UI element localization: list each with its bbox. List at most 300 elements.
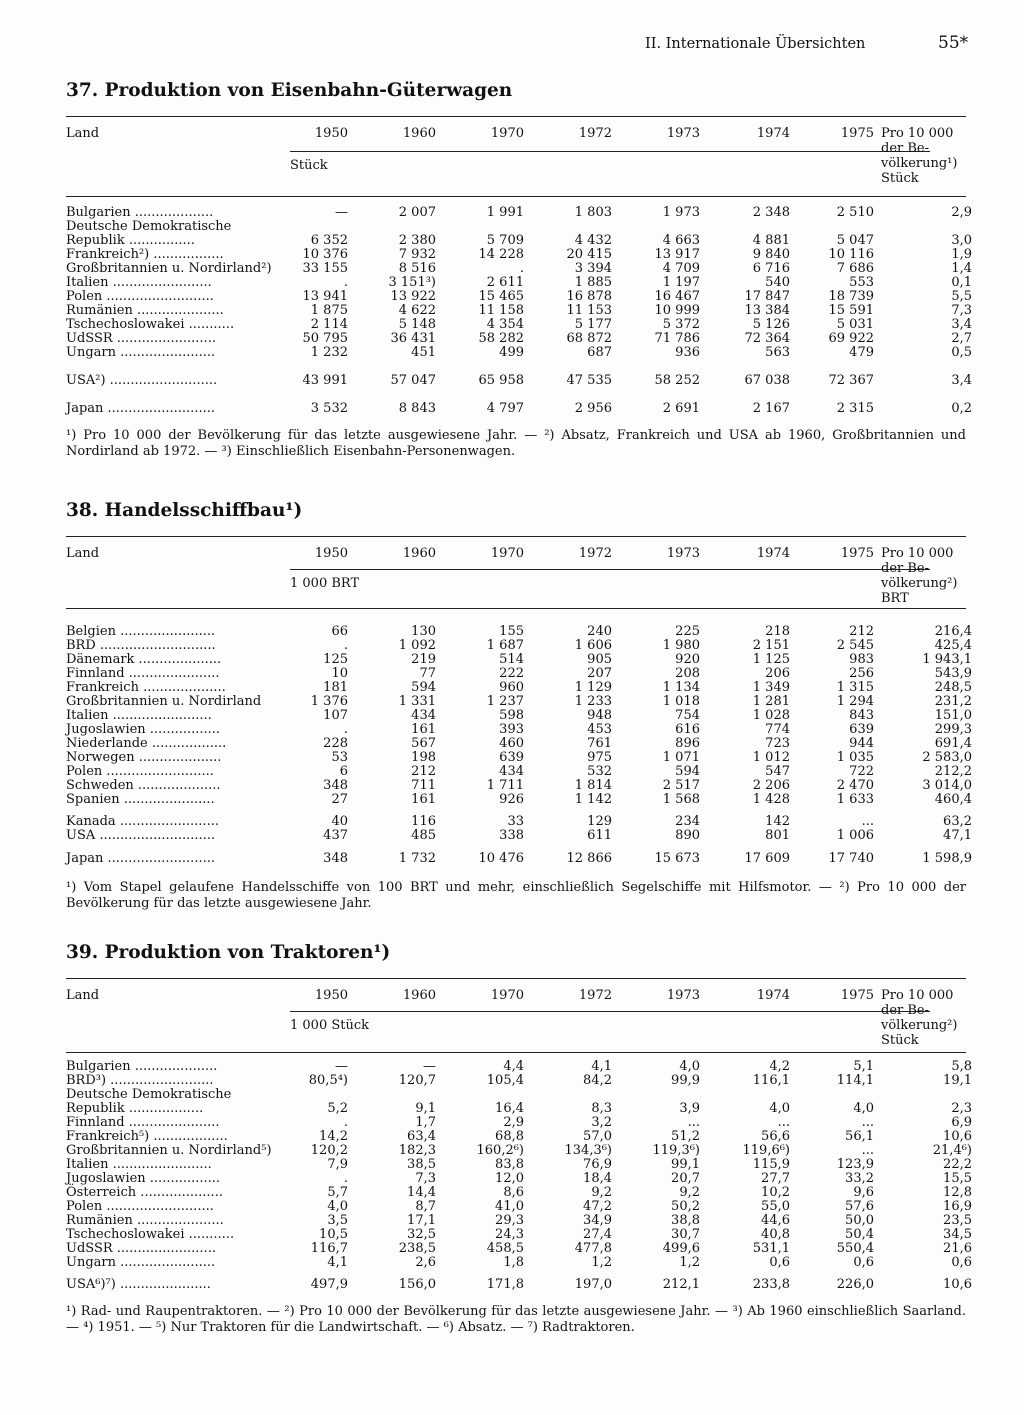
table-cell: 57,0 bbox=[583, 1129, 612, 1144]
table-cell: 181 bbox=[323, 680, 348, 695]
table-cell: 71 786 bbox=[654, 331, 700, 346]
country-name: Italien ........................ bbox=[66, 708, 212, 723]
table-cell: 119,3⁶) bbox=[652, 1143, 700, 1158]
per-capita-header-line: Pro 10 000 bbox=[881, 126, 954, 141]
table-cell: 40,8 bbox=[761, 1227, 790, 1242]
table-cell: 9,2 bbox=[591, 1185, 612, 1200]
table-cell: 393 bbox=[499, 722, 524, 737]
table-cell: 56,6 bbox=[761, 1129, 790, 1144]
country-name: Bulgarien .................... bbox=[66, 1059, 218, 1074]
table-cell: 1 281 bbox=[752, 694, 790, 709]
table-cell: 57,6 bbox=[845, 1199, 874, 1214]
table-row bbox=[66, 624, 972, 639]
table-cell: 723 bbox=[765, 736, 790, 751]
table-cell: 550,4 bbox=[836, 1241, 874, 1256]
table-footnote: ¹) Vom Stapel gelaufene Handelsschiffe von 100 BRT und mehr, einschließlich Segelschiffe mit Hilfsmotor. — ²) Pro 10 000 der Bevölkerung für das letzte ausgewiesene Jahr. bbox=[66, 880, 966, 911]
table-cell: 1 232 bbox=[310, 345, 348, 360]
table-cell: . bbox=[343, 1115, 348, 1130]
table-cell: 1 687 bbox=[486, 638, 524, 653]
table-cell: 119,6⁶) bbox=[742, 1143, 790, 1158]
table-cell: 20 415 bbox=[566, 247, 612, 262]
table-cell: 2,9 bbox=[503, 1115, 524, 1130]
column-header-year: 1970 bbox=[490, 546, 524, 561]
data-table bbox=[66, 978, 972, 1298]
table-cell: 123,9 bbox=[836, 1157, 874, 1172]
per-capita-cell: 0,1 bbox=[951, 275, 972, 290]
table-cell: 4,0 bbox=[679, 1059, 700, 1074]
table-row bbox=[66, 638, 972, 653]
per-capita-cell: 2,3 bbox=[951, 1101, 972, 1116]
table-cell: 553 bbox=[849, 275, 874, 290]
table-cell: 8 516 bbox=[398, 261, 436, 276]
table-cell: . bbox=[343, 275, 348, 290]
table-cell: 3,9 bbox=[679, 1101, 700, 1116]
table-cell: 4 881 bbox=[752, 233, 790, 248]
table-cell: 10,2 bbox=[761, 1185, 790, 1200]
table-cell: 983 bbox=[849, 652, 874, 667]
table-cell: 754 bbox=[675, 708, 700, 723]
table-cell: 4 663 bbox=[662, 233, 700, 248]
table-row bbox=[66, 401, 972, 416]
per-capita-cell: 21,4⁶) bbox=[932, 1143, 972, 1158]
table-cell: 1 012 bbox=[752, 750, 790, 765]
table-cell: 142 bbox=[765, 814, 790, 829]
table-cell: 2 510 bbox=[836, 205, 874, 220]
table-cell: 72 367 bbox=[828, 373, 874, 388]
table-cell: 598 bbox=[499, 708, 524, 723]
per-capita-header-line: Stück bbox=[881, 1033, 919, 1048]
table-cell: 1 428 bbox=[752, 792, 790, 807]
per-capita-cell: 3,4 bbox=[951, 373, 972, 388]
table-row bbox=[66, 317, 972, 332]
table-cell: 68 872 bbox=[566, 331, 612, 346]
table-cell: 16 467 bbox=[654, 289, 700, 304]
table-cell: 105,4 bbox=[486, 1073, 524, 1088]
table-row bbox=[66, 1115, 972, 1130]
table-cell: 499 bbox=[499, 345, 524, 360]
table-cell: 1 633 bbox=[836, 792, 874, 807]
table-cell: 2 691 bbox=[662, 401, 700, 416]
table-cell: 6 352 bbox=[310, 233, 348, 248]
table-row bbox=[66, 303, 972, 318]
table-cell: 7 686 bbox=[836, 261, 874, 276]
table-cell: 38,5 bbox=[407, 1157, 436, 1172]
table-row bbox=[66, 1185, 972, 1200]
table-cell: 10 999 bbox=[654, 303, 700, 318]
per-capita-cell: 22,2 bbox=[943, 1157, 972, 1172]
table-cell: — bbox=[335, 1059, 348, 1074]
table-cell: 83,8 bbox=[495, 1157, 524, 1172]
table-row bbox=[66, 1073, 972, 1088]
table-cell: 58 282 bbox=[478, 331, 524, 346]
table-row bbox=[66, 1277, 972, 1292]
table-cell: 594 bbox=[675, 764, 700, 779]
table-cell: 485 bbox=[411, 828, 436, 843]
table-cell: 2 380 bbox=[398, 233, 436, 248]
table-cell: 120,7 bbox=[398, 1073, 436, 1088]
table-cell: 1,2 bbox=[591, 1255, 612, 1270]
column-header-year: 1972 bbox=[578, 988, 612, 1003]
country-name: Italien ........................ bbox=[66, 275, 212, 290]
table-cell: 499,6 bbox=[662, 1241, 700, 1256]
table-row bbox=[66, 814, 972, 829]
table-cell: 15 465 bbox=[478, 289, 524, 304]
table-cell: 57 047 bbox=[390, 373, 436, 388]
column-header-year: 1960 bbox=[402, 988, 436, 1003]
per-capita-cell: 299,3 bbox=[934, 722, 972, 737]
table-cell: 156,0 bbox=[398, 1277, 436, 1292]
table-row bbox=[66, 1241, 972, 1256]
table-row bbox=[66, 1171, 972, 1186]
per-capita-cell: 34,5 bbox=[943, 1227, 972, 1242]
table-cell: 218 bbox=[765, 624, 790, 639]
table-cell: ... bbox=[777, 1115, 790, 1130]
table-cell: 30,7 bbox=[671, 1227, 700, 1242]
table-cell: 116 bbox=[411, 814, 436, 829]
table-cell: 2 470 bbox=[836, 778, 874, 793]
table-cell: 437 bbox=[323, 828, 348, 843]
table-cell: 843 bbox=[849, 708, 874, 723]
table-row bbox=[66, 694, 972, 709]
table-cell: 926 bbox=[499, 792, 524, 807]
table-cell: 1 606 bbox=[574, 638, 612, 653]
table-cell: 233,8 bbox=[752, 1277, 790, 1292]
table-cell: 1,8 bbox=[503, 1255, 524, 1270]
table-cell: 4 622 bbox=[398, 303, 436, 318]
table-cell: 563 bbox=[765, 345, 790, 360]
table-cell: 134,3⁶) bbox=[564, 1143, 612, 1158]
table-cell: 1 028 bbox=[752, 708, 790, 723]
table-cell: 547 bbox=[765, 764, 790, 779]
table-cell: 1 237 bbox=[486, 694, 524, 709]
table-cell: 479 bbox=[849, 345, 874, 360]
table-cell: 639 bbox=[499, 750, 524, 765]
country-name: USA⁶)⁷) ...................... bbox=[66, 1277, 211, 1292]
table-cell: 5,7 bbox=[327, 1185, 348, 1200]
table-cell: 1 376 bbox=[310, 694, 348, 709]
country-name: Schweden .................... bbox=[66, 778, 221, 793]
table-cell: 1 331 bbox=[398, 694, 436, 709]
table-cell: 4,4 bbox=[503, 1059, 524, 1074]
per-capita-cell: 16,9 bbox=[943, 1199, 972, 1214]
table-cell: 17 847 bbox=[744, 289, 790, 304]
country-name: Frankreich .................... bbox=[66, 680, 226, 695]
table-cell: 801 bbox=[765, 828, 790, 843]
table-cell: 6 bbox=[339, 764, 348, 779]
table-cell: 761 bbox=[587, 736, 612, 751]
table-cell: ... bbox=[861, 1143, 874, 1158]
per-capita-cell: 10,6 bbox=[943, 1277, 972, 1292]
country-name: Japan .......................... bbox=[66, 401, 215, 416]
table-cell: 458,5 bbox=[486, 1241, 524, 1256]
country-name: Finnland ...................... bbox=[66, 666, 220, 681]
header-divider-rule bbox=[290, 1011, 930, 1012]
table-cell: 225 bbox=[675, 624, 700, 639]
table-cell: 41,0 bbox=[495, 1199, 524, 1214]
table-cell: 8,3 bbox=[591, 1101, 612, 1116]
table-cell: 32,5 bbox=[407, 1227, 436, 1242]
unit-label: Stück bbox=[290, 158, 328, 173]
country-name: Japan .......................... bbox=[66, 851, 215, 866]
country-name: Deutsche Demokratische bbox=[66, 1087, 232, 1102]
table-cell: 67 038 bbox=[744, 373, 790, 388]
table-cell: 3 151³) bbox=[388, 275, 436, 290]
table-cell: 27,7 bbox=[761, 1171, 790, 1186]
table-cell: 532 bbox=[587, 764, 612, 779]
table-cell: 1 973 bbox=[662, 205, 700, 220]
table-cell: 3 532 bbox=[310, 401, 348, 416]
column-header-year: 1973 bbox=[666, 126, 700, 141]
table-cell: 2,6 bbox=[415, 1255, 436, 1270]
table-row bbox=[66, 1227, 972, 1242]
column-header-year: 1975 bbox=[840, 988, 874, 1003]
table-cell: 63,4 bbox=[407, 1129, 436, 1144]
table-cell: 47 535 bbox=[566, 373, 612, 388]
table-cell: 453 bbox=[587, 722, 612, 737]
table-cell: 975 bbox=[587, 750, 612, 765]
table-cell: 1 092 bbox=[398, 638, 436, 653]
table-top-rule bbox=[66, 536, 966, 537]
table-cell: 182,3 bbox=[398, 1143, 436, 1158]
table-cell: 540 bbox=[765, 275, 790, 290]
country-name: Polen .......................... bbox=[66, 1199, 214, 1214]
column-header-land: Land bbox=[66, 988, 100, 1003]
column-header-year: 1973 bbox=[666, 988, 700, 1003]
table-cell: 7 932 bbox=[398, 247, 436, 262]
table-cell: 161 bbox=[411, 792, 436, 807]
table-cell: 68,8 bbox=[495, 1129, 524, 1144]
table-cell: 17 740 bbox=[828, 851, 874, 866]
table-cell: 12 866 bbox=[566, 851, 612, 866]
column-header-year: 1973 bbox=[666, 546, 700, 561]
table-cell: 171,8 bbox=[486, 1277, 524, 1292]
column-header-year: 1960 bbox=[402, 126, 436, 141]
per-capita-cell: 1,9 bbox=[951, 247, 972, 262]
table-cell: 4,1 bbox=[327, 1255, 348, 1270]
table-cell: 348 bbox=[323, 851, 348, 866]
table-cell: 1 233 bbox=[574, 694, 612, 709]
table-cell: 10 bbox=[331, 666, 348, 681]
table-row bbox=[66, 1059, 972, 1074]
table-footnote: ¹) Rad- und Raupentraktoren. — ²) Pro 10 000 der Bevölkerung für das letzte ausgewiesene Jahr. — ³) Ab 1960 einschließlich Saarland. — ⁴) 1951. — ⁵) Nur Traktoren für die Landwirtschaft. — ⁶) Absatz. — ⁷) Radtraktoren. bbox=[66, 1304, 966, 1335]
table-footnote: ¹) Pro 10 000 der Bevölkerung für das letzte ausgewiesene Jahr. — ²) Absatz, Frankreich und USA ab 1960, Großbritannien und Nordirland ab 1972. — ³) Einschließlich Eisenbahn-Personenwagen. bbox=[66, 428, 966, 459]
country-name: Deutsche Demokratische bbox=[66, 219, 232, 234]
per-capita-cell: 6,9 bbox=[951, 1115, 972, 1130]
column-header-land: Land bbox=[66, 546, 100, 561]
table-cell: 50,0 bbox=[845, 1213, 874, 1228]
table-cell: 1 006 bbox=[836, 828, 874, 843]
data-table bbox=[66, 116, 972, 422]
table-cell: 27 bbox=[331, 792, 348, 807]
table-cell: 497,9 bbox=[310, 1277, 348, 1292]
column-header-year: 1950 bbox=[314, 988, 348, 1003]
table-cell: 66 bbox=[331, 624, 348, 639]
country-name: Republik .................. bbox=[66, 1101, 204, 1116]
per-capita-cell: 1,4 bbox=[951, 261, 972, 276]
column-header-year: 1974 bbox=[756, 546, 790, 561]
table-cell: 58 252 bbox=[654, 373, 700, 388]
country-name: Tschechoslowakei ........... bbox=[66, 317, 235, 332]
table-cell: 5,2 bbox=[327, 1101, 348, 1116]
table-cell: 207 bbox=[587, 666, 612, 681]
country-name: Finnland ...................... bbox=[66, 1115, 220, 1130]
table-cell: 77 bbox=[419, 666, 436, 681]
country-name: Bulgarien ................... bbox=[66, 205, 214, 220]
table-cell: 5 126 bbox=[752, 317, 790, 332]
section-title: 37. Produktion von Eisenbahn-Güterwagen bbox=[66, 80, 513, 101]
table-cell: 16 878 bbox=[566, 289, 612, 304]
table-row bbox=[66, 828, 972, 843]
country-name: Rumänien ..................... bbox=[66, 303, 224, 318]
table-cell: 434 bbox=[499, 764, 524, 779]
table-cell: 4,0 bbox=[327, 1199, 348, 1214]
table-cell: 65 958 bbox=[478, 373, 524, 388]
country-name: Polen .......................... bbox=[66, 289, 214, 304]
table-cell: 43 991 bbox=[302, 373, 348, 388]
table-cell: 2 517 bbox=[662, 778, 700, 793]
table-cell: 36 431 bbox=[390, 331, 436, 346]
table-row bbox=[66, 289, 972, 304]
country-name: Niederlande .................. bbox=[66, 736, 227, 751]
column-header-per-capita bbox=[881, 988, 957, 1048]
table-cell: 84,2 bbox=[583, 1073, 612, 1088]
per-capita-cell: 3 014,0 bbox=[922, 778, 972, 793]
table-cell: 234 bbox=[675, 814, 700, 829]
table-cell: 1 142 bbox=[574, 792, 612, 807]
table-cell: 1 885 bbox=[574, 275, 612, 290]
table-row bbox=[66, 1255, 972, 1270]
per-capita-cell: 0,6 bbox=[951, 1255, 972, 1270]
table-cell: 18,4 bbox=[583, 1171, 612, 1186]
per-capita-cell: 23,5 bbox=[943, 1213, 972, 1228]
table-cell: 774 bbox=[765, 722, 790, 737]
table-cell: 256 bbox=[849, 666, 874, 681]
table-cell: ... bbox=[861, 814, 874, 829]
table-cell: 5 372 bbox=[662, 317, 700, 332]
country-name: Ungarn ....................... bbox=[66, 345, 216, 360]
table-row bbox=[66, 722, 972, 737]
table-cell: 16,4 bbox=[495, 1101, 524, 1116]
country-name: Jugoslawien ................. bbox=[66, 722, 221, 737]
table-row bbox=[66, 666, 972, 681]
table-cell: 896 bbox=[675, 736, 700, 751]
table-cell: 115,9 bbox=[752, 1157, 790, 1172]
country-name: Tschechoslowakei ........... bbox=[66, 1227, 235, 1242]
per-capita-header-line: völkerung¹) bbox=[881, 156, 958, 171]
table-cell: ... bbox=[861, 1115, 874, 1130]
table-cell: 434 bbox=[411, 708, 436, 723]
table-cell: 567 bbox=[411, 736, 436, 751]
table-row bbox=[66, 1129, 972, 1144]
table-cell: 1 294 bbox=[836, 694, 874, 709]
table-cell: 5 177 bbox=[574, 317, 612, 332]
table-cell: 2 206 bbox=[752, 778, 790, 793]
table-cell: 1 349 bbox=[752, 680, 790, 695]
per-capita-cell: 425,4 bbox=[934, 638, 972, 653]
per-capita-cell: 212,2 bbox=[934, 764, 972, 779]
per-capita-header-line: Stück bbox=[881, 171, 919, 186]
table-cell: 80,5⁴) bbox=[308, 1073, 348, 1088]
per-capita-cell: 15,5 bbox=[943, 1171, 972, 1186]
table-cell: 5,1 bbox=[853, 1059, 874, 1074]
per-capita-cell: 47,1 bbox=[943, 828, 972, 843]
table-cell: 155 bbox=[499, 624, 524, 639]
table-cell: 890 bbox=[675, 828, 700, 843]
country-name: Norwegen .................... bbox=[66, 750, 222, 765]
table-row bbox=[66, 792, 972, 807]
table-cell: 1 803 bbox=[574, 205, 612, 220]
column-header-land: Land bbox=[66, 126, 100, 141]
section-title: 39. Produktion von Traktoren¹) bbox=[66, 942, 391, 963]
per-capita-cell: 21,6 bbox=[943, 1241, 972, 1256]
table-cell: 10 376 bbox=[302, 247, 348, 262]
table-cell: 4,1 bbox=[591, 1059, 612, 1074]
column-header-year: 1950 bbox=[314, 546, 348, 561]
table-cell: 130 bbox=[411, 624, 436, 639]
country-name: BRD ............................ bbox=[66, 638, 216, 653]
table-row bbox=[66, 750, 972, 765]
country-name: Frankreich⁵) .................. bbox=[66, 1129, 228, 1144]
column-header-year: 1970 bbox=[490, 126, 524, 141]
per-capita-cell: 1 598,9 bbox=[922, 851, 972, 866]
per-capita-cell: 1 943,1 bbox=[922, 652, 972, 667]
column-header-year: 1975 bbox=[840, 546, 874, 561]
country-name: BRD³) ......................... bbox=[66, 1073, 214, 1088]
per-capita-cell: 0,2 bbox=[951, 401, 972, 416]
table-cell: 50,4 bbox=[845, 1227, 874, 1242]
table-cell: 905 bbox=[587, 652, 612, 667]
per-capita-header-line: der Be- bbox=[881, 561, 930, 576]
table-cell: 116,7 bbox=[310, 1241, 348, 1256]
per-capita-cell: 543,9 bbox=[934, 666, 972, 681]
table-cell: 13 384 bbox=[744, 303, 790, 318]
table-cell: 114,1 bbox=[836, 1073, 874, 1088]
table-cell: 50,2 bbox=[671, 1199, 700, 1214]
table-cell: 7,9 bbox=[327, 1157, 348, 1172]
table-cell: 208 bbox=[675, 666, 700, 681]
country-name: UdSSR ........................ bbox=[66, 1241, 216, 1256]
per-capita-cell: 12,8 bbox=[943, 1185, 972, 1200]
table-cell: 1 568 bbox=[662, 792, 700, 807]
country-name: Österreich .................... bbox=[66, 1185, 223, 1200]
per-capita-cell: 63,2 bbox=[943, 814, 972, 829]
per-capita-cell: 691,4 bbox=[934, 736, 972, 751]
table-cell: . bbox=[343, 638, 348, 653]
table-cell: 514 bbox=[499, 652, 524, 667]
table-cell: 13 941 bbox=[302, 289, 348, 304]
table-cell: 5 148 bbox=[398, 317, 436, 332]
table-cell: 2 315 bbox=[836, 401, 874, 416]
table-cell: 4 354 bbox=[486, 317, 524, 332]
table-cell: 1 134 bbox=[662, 680, 700, 695]
table-cell: 27,4 bbox=[583, 1227, 612, 1242]
table-cell: 14,2 bbox=[319, 1129, 348, 1144]
table-row bbox=[66, 736, 972, 751]
table-row bbox=[66, 1213, 972, 1228]
table-cell: 4,0 bbox=[853, 1101, 874, 1116]
table-cell: 44,6 bbox=[761, 1213, 790, 1228]
table-cell: 1,7 bbox=[415, 1115, 436, 1130]
table-cell: 1 711 bbox=[486, 778, 524, 793]
country-name: USA ............................ bbox=[66, 828, 216, 843]
table-cell: 125 bbox=[323, 652, 348, 667]
header-divider-rule bbox=[290, 151, 930, 152]
table-cell: 24,3 bbox=[495, 1227, 524, 1242]
per-capita-cell: 216,4 bbox=[934, 624, 972, 639]
table-row bbox=[66, 1088, 966, 1102]
section-title: 38. Handelsschiffbau¹) bbox=[66, 500, 303, 521]
column-header-year: 1974 bbox=[756, 988, 790, 1003]
